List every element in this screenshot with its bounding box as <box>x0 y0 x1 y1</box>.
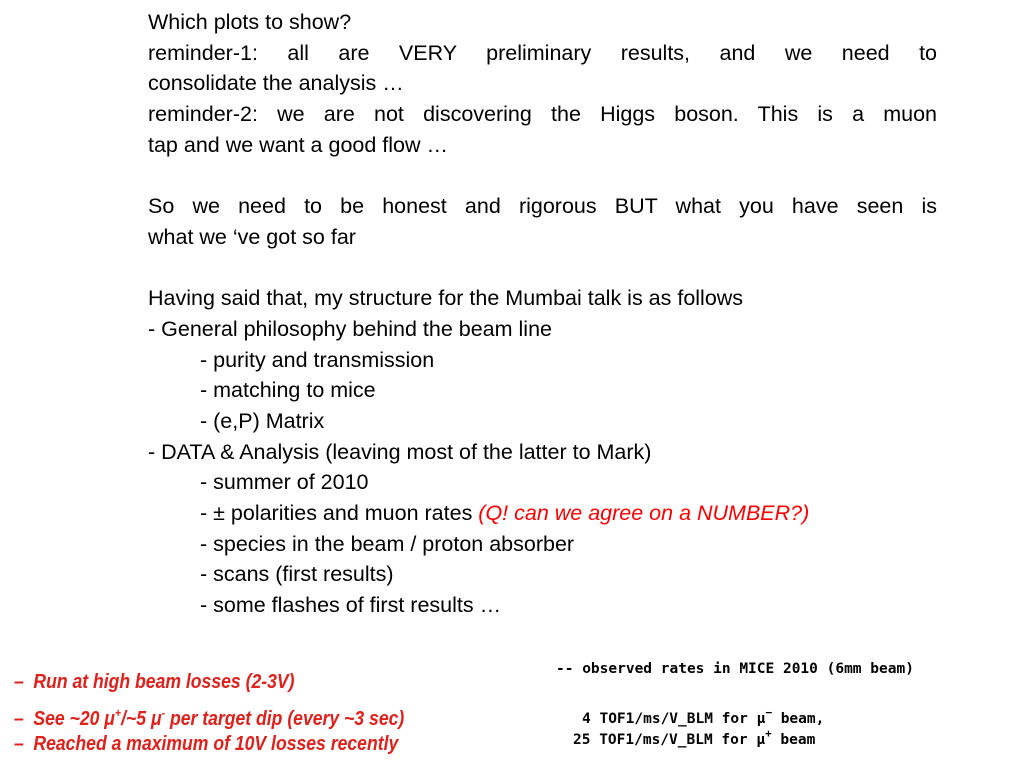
note-text-mid: /~5 <box>121 708 151 730</box>
spacer <box>148 160 937 191</box>
honesty-line-1: So we need to be honest and rigorous BUT what you have seen is <box>148 194 937 219</box>
slide-body <box>148 7 937 621</box>
polarities-text: - ± polarities and muon rates <box>200 501 479 525</box>
slide-title: Which plots to show? <box>148 10 352 34</box>
structure-intro: Having said that, my structure for the Mumbai talk is as follows <box>148 286 744 311</box>
reminder-1-line-2: consolidate the analysis … <box>148 71 404 96</box>
note-dash: – <box>14 671 24 693</box>
honesty-line-2: what we ‘ve got so far <box>148 224 356 249</box>
rates-text: 4 TOF1/ms/V_BLM for <box>582 711 757 727</box>
note-dash: – <box>14 708 24 730</box>
list-item: - summer of 2010 <box>200 470 369 495</box>
note-text-prefix: See ~20 <box>33 708 105 730</box>
charge-sign: + <box>114 706 122 720</box>
charge-sign: - <box>161 706 166 720</box>
note-text: Reached a maximum of 10V losses recently <box>33 733 399 755</box>
mu-symbol: μ <box>104 708 115 730</box>
observed-rates-box <box>556 661 914 748</box>
mu-symbol: μ <box>756 732 766 748</box>
rates-mu-minus <box>582 706 824 727</box>
note-item <box>14 667 404 698</box>
rates-text: beam <box>771 732 816 748</box>
beam-loss-notes <box>14 667 404 760</box>
charge-sign: + <box>765 727 772 740</box>
list-item: - purity and transmission <box>200 347 435 372</box>
reminder-2-line-2: tap and we want a good flow … <box>148 132 448 157</box>
mu-symbol: μ <box>150 708 162 730</box>
rates-text: 25 TOF1/ms/V_BLM for <box>573 732 757 748</box>
reminder-1-line-1: reminder-1: all are VERY preliminary results, and we need to <box>148 40 937 65</box>
section-philosophy: - General philosophy behind the beam line <box>148 316 552 341</box>
reminder-2-line-1: reminder-2: we are not discovering the Higgs boson. This is a muon <box>148 102 937 127</box>
list-item: - some flashes of first results … <box>200 593 502 618</box>
rates-text: beam, <box>771 711 825 727</box>
rates-mu-plus <box>573 727 815 748</box>
list-item-polarities <box>148 498 937 529</box>
note-item <box>14 698 404 729</box>
list-item: - matching to mice <box>200 378 376 403</box>
note-item <box>14 729 404 760</box>
number-question: (Q! can we agree on a NUMBER?) <box>478 501 810 525</box>
list-item: - scans (first results) <box>200 562 394 587</box>
note-dash: – <box>14 733 24 755</box>
section-data-analysis: - DATA & Analysis (leaving most of the latter to Mark) <box>148 439 652 464</box>
note-text: Run at high beam losses (2-3V) <box>33 671 295 693</box>
mu-symbol: μ <box>756 711 766 727</box>
rates-header: -- observed rates in MICE 2010 (6mm beam) <box>556 661 914 677</box>
note-text-suffix: per target dip (every ~3 sec) <box>165 708 405 730</box>
list-item: - species in the beam / proton absorber <box>200 531 575 556</box>
list-item: - (e,P) Matrix <box>200 408 325 433</box>
charge-sign: − <box>765 706 772 719</box>
spacer <box>148 253 937 284</box>
